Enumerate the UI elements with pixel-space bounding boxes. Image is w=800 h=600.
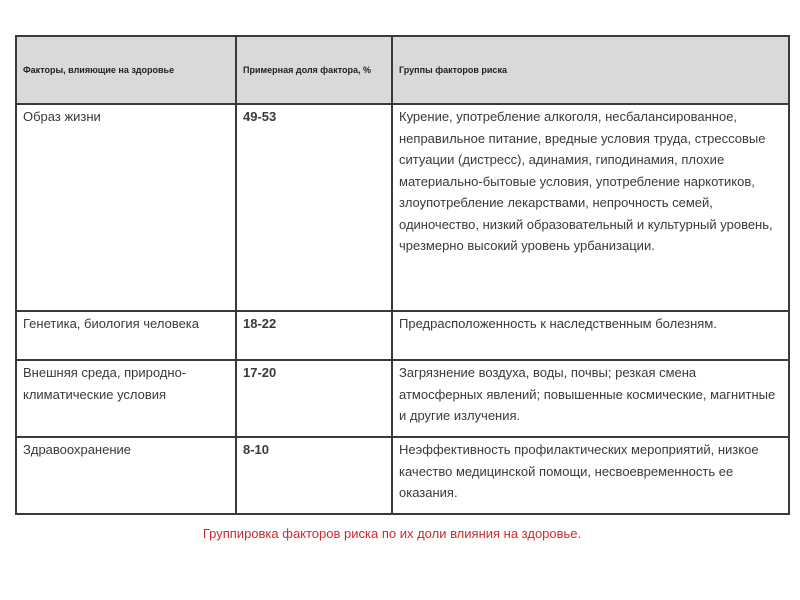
risk-factors-table — [15, 35, 790, 515]
table-row — [16, 437, 789, 514]
share-cell: 17-20 — [236, 360, 392, 437]
caption-text: Группировка факторов риска по их доли влияния на здоровье. — [202, 526, 582, 541]
factor-cell: Генетика, биология человека — [16, 311, 236, 360]
risk-groups-cell: Предрасположенность к наследственным болезням. — [392, 311, 789, 360]
factor-cell: Здравоохранение — [16, 437, 236, 514]
table-row — [16, 104, 789, 311]
risk-groups-cell: Неэффективность профилактических мероприятий, низкое качество медицинской помощи, несвоевременность ее оказания. — [392, 437, 789, 514]
header-risk-groups: Группы факторов риска — [392, 36, 789, 104]
share-cell: 18-22 — [236, 311, 392, 360]
share-cell: 8-10 — [236, 437, 392, 514]
factor-cell: Внешняя среда, природно-климатические условия — [16, 360, 236, 437]
share-cell: 49-53 — [236, 104, 392, 311]
header-factors: Факторы, влияющие на здоровье — [16, 36, 236, 104]
table-caption — [0, 526, 800, 541]
risk-groups-cell: Загрязнение воздуха, воды, почвы; резкая смена атмосферных явлений; повышенные космические, магнитные и другие излучения. — [392, 360, 789, 437]
table-row — [16, 311, 789, 360]
header-share: Примерная доля фактора, % — [236, 36, 392, 104]
table-row — [16, 360, 789, 437]
risk-groups-cell: Курение, употребление алкоголя, несбалансированное, неправильное питание, вредные условия труда, стрессовые ситуации (дистресс), адинамия, гиподинамия, плохие материально-бытовые условия, употребление наркотиков, злоупотребление лекарствами, непрочность семей, одиночество, низкий образовательный и культурный уровень, чрезмерно высокий уровень урбанизации. — [392, 104, 789, 311]
factor-cell: Образ жизни — [16, 104, 236, 311]
table-header-row — [16, 36, 789, 104]
